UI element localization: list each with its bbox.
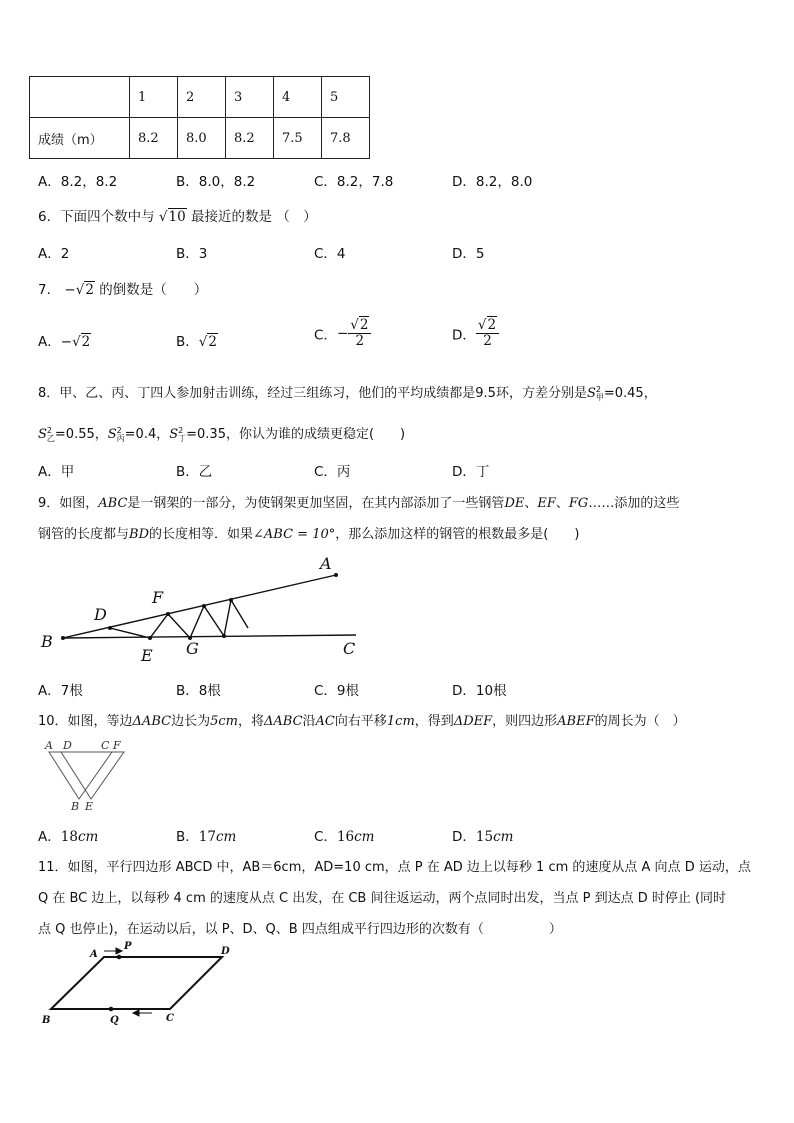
q8-line1-text: 8．甲、乙、丙、丁四人参加射击训练，经过三组练习，他们的平均成绩都是9.5环，方差分别是 bbox=[38, 386, 587, 401]
q10-text-h: 的周长为（ ） bbox=[594, 714, 686, 729]
q9-text-d: 钢管的长度都与 bbox=[38, 527, 130, 542]
q6-option-d: D．5 bbox=[452, 246, 485, 262]
q8-sub-yi: 乙 bbox=[46, 433, 55, 443]
q10-text-c: ，将 bbox=[237, 714, 264, 729]
q11-label-d: D bbox=[221, 946, 230, 957]
q10-option-c-unit: cm bbox=[354, 829, 375, 845]
q8-sub-ding: 丁 bbox=[178, 433, 187, 443]
q10-label-f: F bbox=[113, 739, 121, 752]
q10-option-d-value: 15 bbox=[475, 829, 494, 845]
q11-point-q bbox=[109, 1007, 113, 1011]
q11-label-a: A bbox=[90, 949, 98, 960]
table-row-label: 成绩（m） bbox=[30, 118, 130, 159]
q8-val-jia: =0.45， bbox=[603, 386, 657, 401]
q10-option-d-label: D． bbox=[452, 829, 476, 845]
q8-sup: 2 bbox=[178, 426, 184, 436]
table-cell: 7.8 bbox=[322, 118, 370, 159]
q10-option-b-value: 17 bbox=[198, 829, 216, 845]
q10-option-a-unit: cm bbox=[77, 829, 99, 845]
table-cell: 8.2 bbox=[130, 118, 178, 159]
q6-suffix: 最接近的数是 （ ） bbox=[190, 209, 317, 225]
q8-sup: 2 bbox=[116, 426, 122, 436]
q10-shift: 1cm bbox=[386, 714, 415, 729]
q8-s-symbol: S bbox=[586, 386, 596, 401]
q9-text-f: ，那么添加这样的钢管的根数最多是( ) bbox=[335, 527, 580, 542]
q5-option-b: B．8.0，8.2 bbox=[176, 174, 256, 190]
q9-label-e: E bbox=[141, 646, 153, 665]
q7-sqrt: √2 bbox=[75, 282, 94, 298]
q7-minus: − bbox=[64, 282, 76, 298]
q7-option-b-label: B． bbox=[176, 334, 199, 350]
q8-s-symbol: S bbox=[107, 427, 117, 442]
q10-tri3: ΔDEF bbox=[453, 714, 493, 729]
q7-option-c-minus: − bbox=[336, 325, 349, 342]
q11-arrowhead-p bbox=[116, 948, 122, 954]
q9-fg: FG bbox=[568, 496, 589, 511]
q7-suffix: 的倒数是（ ） bbox=[99, 282, 208, 298]
q10-option-a-label: A． bbox=[38, 829, 61, 845]
q7-option-a-label: A． bbox=[38, 334, 61, 350]
q8-s-symbol: S bbox=[38, 427, 47, 442]
q7-option-d-radicand: 2 bbox=[487, 317, 497, 333]
q10-option-b-label: B． bbox=[176, 829, 199, 845]
q9-option-d: D．10根 bbox=[452, 683, 507, 699]
q5-option-c: C．8.2，7.8 bbox=[314, 174, 394, 190]
table-cell: 8.0 bbox=[178, 118, 226, 159]
q9-text-a: 9．如图， bbox=[38, 496, 99, 511]
q8-option-c: C．丙 bbox=[314, 464, 351, 480]
q10-ac: AC bbox=[315, 714, 335, 729]
q8-val-ding: =0.35，你认为谁的成绩更稳定( ) bbox=[186, 427, 406, 442]
q10-text-b: 边长为 bbox=[171, 714, 211, 729]
q9-abc: ABC bbox=[98, 496, 128, 511]
q9-text-c: ……添加的这些 bbox=[588, 496, 680, 511]
q11-line3: 点 Q 也停止)，在运动以后，以 P、D、Q、B 四点组成平行四边形的次数有（ ） bbox=[38, 922, 562, 937]
q9-label-a: A bbox=[320, 554, 332, 573]
q7-option-c-label: C． bbox=[314, 327, 337, 344]
q10-quad: ABEF bbox=[557, 714, 595, 729]
q7-option-a-minus: − bbox=[60, 334, 73, 350]
q10-label-c: C bbox=[101, 739, 110, 752]
q7-option-b-radicand: 2 bbox=[208, 334, 217, 350]
q7-radicand: 2 bbox=[85, 282, 94, 298]
q6-prefix: 6．下面四个数中与 bbox=[38, 209, 155, 225]
q11-parallelogram bbox=[51, 957, 222, 1009]
table-header-cell: 5 bbox=[322, 77, 370, 118]
q10-tri1: ΔABC bbox=[132, 714, 172, 729]
q10-option-c-label: C． bbox=[314, 829, 337, 845]
q10-option-a-value: 18 bbox=[60, 829, 78, 845]
q11-arrowhead-q bbox=[133, 1010, 139, 1016]
q10-text-g: ，则四边形 bbox=[492, 714, 558, 729]
q9-ef: EF bbox=[537, 496, 556, 511]
q9-option-a: A．7根 bbox=[38, 683, 83, 699]
q11-line2: Q 在 BC 边上，以每秒 4 cm 的速度从点 C 出发，在 CB 间往返运动，两个点同时出发，当点 P 到达点 D 时停止 (同时 bbox=[38, 891, 727, 906]
q10-text-f: ，得到 bbox=[414, 714, 454, 729]
table-cell: 7.5 bbox=[274, 118, 322, 159]
q7-option-d-label: D． bbox=[452, 327, 476, 344]
q7-option-b-sqrt: √2 bbox=[198, 334, 217, 350]
table-header-cell: 1 bbox=[130, 77, 178, 118]
q7-option-c-denominator: 2 bbox=[355, 332, 365, 349]
q10-option-c-value: 16 bbox=[336, 829, 355, 845]
q10-option-d-unit: cm bbox=[493, 829, 514, 845]
q7-option-a-radicand: 2 bbox=[81, 334, 91, 350]
table-header-cell: 3 bbox=[226, 77, 274, 118]
q7-prefix: 7． bbox=[38, 282, 61, 298]
q9-sep: 、 bbox=[555, 496, 569, 511]
q11-point-p bbox=[117, 955, 121, 959]
table-cell: 8.2 bbox=[226, 118, 274, 159]
q11-label-p: P bbox=[124, 941, 132, 952]
q6-option-c: C．4 bbox=[314, 246, 346, 262]
q10-text-a: 10．如图，等边 bbox=[38, 714, 133, 729]
q9-bd: BD bbox=[129, 527, 149, 542]
q10-label-e: E bbox=[85, 800, 94, 813]
q7-option-d-fraction: $\frac{√2}{2}$ bbox=[476, 318, 499, 349]
q11-label-c: C bbox=[166, 1013, 174, 1024]
q8-sup: 2 bbox=[595, 385, 601, 395]
q9-label-b: B bbox=[41, 632, 53, 651]
q9-text-e: 的长度相等．如果 bbox=[149, 527, 254, 542]
q11-label-q: Q bbox=[110, 1015, 119, 1026]
q6-radicand: 10 bbox=[168, 209, 186, 225]
q7-option-c-radicand: 2 bbox=[359, 317, 369, 333]
q8-val-yi: =0.55， bbox=[54, 427, 108, 442]
q9-label-f: F bbox=[152, 588, 164, 607]
q8-sub-bing: 丙 bbox=[116, 433, 125, 443]
q6-sqrt: √10 bbox=[158, 209, 186, 225]
q8-s-symbol: S bbox=[169, 427, 179, 442]
q9-sep: 、 bbox=[524, 496, 538, 511]
q10-text-d: 沿 bbox=[302, 714, 316, 729]
q10-label-a: A bbox=[45, 739, 53, 752]
q10-label-b: B bbox=[71, 800, 80, 813]
q7-option-c-fraction: $\frac{√2}{2}$ bbox=[348, 318, 371, 349]
table-header-cell: 4 bbox=[274, 77, 322, 118]
table-header-cell: 2 bbox=[178, 77, 226, 118]
q8-sub-jia: 甲 bbox=[595, 392, 604, 402]
q9-de: DE bbox=[504, 496, 525, 511]
q5-option-a: A．8.2，8.2 bbox=[38, 174, 118, 190]
q11-line1: 11．如图，平行四边形 ABCD 中，AB＝6cm，AD=10 cm，点 P 在 AD 边上以每秒 1 cm 的速度从点 A 向点 D 运动，点 bbox=[38, 860, 751, 875]
q9-label-d: D bbox=[94, 605, 107, 624]
q9-text-b: 是一钢架的一部分，为使钢架更加坚固，在其内部添加了一些钢管 bbox=[127, 496, 505, 511]
q7-option-d-denominator: 2 bbox=[483, 332, 492, 349]
q7-option-a-sqrt: √2 bbox=[72, 334, 91, 350]
q6-option-a: A．2 bbox=[38, 246, 70, 262]
q8-option-d: D．丁 bbox=[452, 464, 490, 480]
q9-option-c: C．9根 bbox=[314, 683, 360, 699]
q6-option-b: B．3 bbox=[176, 246, 208, 262]
q10-tri2: ΔABC bbox=[264, 714, 303, 729]
q8-option-b: B．乙 bbox=[176, 464, 213, 480]
q10-len: 5cm bbox=[210, 714, 238, 729]
q10-label-d: D bbox=[63, 739, 72, 752]
q8-val-bing: =0.4， bbox=[124, 427, 170, 442]
q9-label-g: G bbox=[186, 639, 199, 658]
q8-option-a: A．甲 bbox=[38, 464, 75, 480]
q10-option-b-unit: cm bbox=[215, 829, 237, 845]
q5-option-d: D．8.2，8.0 bbox=[452, 174, 533, 190]
q11-label-b: B bbox=[42, 1015, 51, 1026]
q9-option-b: B．8根 bbox=[176, 683, 221, 699]
q9-angle: ∠ABC = 10° bbox=[253, 527, 336, 542]
q9-label-c: C bbox=[343, 639, 356, 658]
q8-sup: 2 bbox=[46, 426, 52, 436]
q10-text-e: 向右平移 bbox=[334, 714, 387, 729]
